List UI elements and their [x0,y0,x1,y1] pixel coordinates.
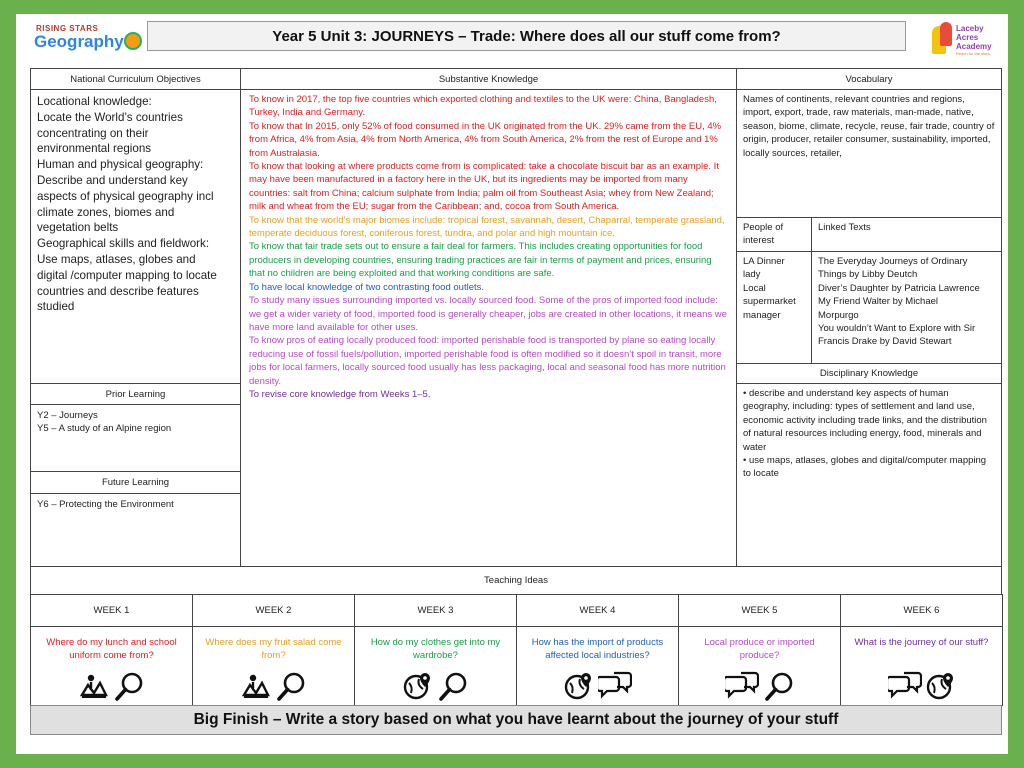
figure-icon [940,22,952,46]
objective-line: Use maps, atlases, globes and [37,252,196,266]
prior-learning-line: Y5 – A study of an Alpine region [37,423,172,435]
map-person-icon [241,671,271,707]
objective-line: environmental regions [37,142,152,156]
future-learning-box [30,493,241,567]
knowledge-header: Substantive Knowledge [240,68,737,90]
knowledge-item: To know in 2017, the top five countries which exported clothing and textiles to the UK were: China, Bangladesh, Turkey, India and Germany. [249,94,717,119]
page-title: Year 5 Unit 3: JOURNEYS – Trade: Where does all our stuff come from? [147,21,906,51]
future-learning-line: Y6 – Protecting the Environment [37,499,174,510]
person-line: lady [743,269,761,281]
magnifier-icon [437,671,469,707]
linked-text-line: Things by Libby Deutch [818,269,918,281]
week-icons [517,671,678,705]
objective-line: Locational knowledge: [37,95,152,108]
globe-icon [124,32,142,50]
week-header: WEEK 1 [30,594,193,627]
linked-text-line: My Friend Walter by Michael [818,296,939,308]
objective-line: aspects of physical geography incl [37,189,214,203]
objectives-box [30,89,241,384]
speech-bubbles-icon [888,671,922,705]
knowledge-item: To know that fair trade sets out to ensure a fair deal for farmers. This includes creating opportunities for food producers in developing countries, ensuring trading practices are fair in terms of payment and prices, ensuring that no children are being exploited and that working conditions are safe. [249,241,712,280]
week-question-text: Local produce or imported produce? [704,637,815,662]
week-question-text: Where do my lunch and school uniform come from? [46,637,177,662]
teaching-ideas-header: Teaching Ideas [30,566,1002,595]
big-finish: Big Finish – Write a story based on what you have learnt about the journey of your stuff [30,705,1002,735]
globe-pin-icon [564,671,594,705]
objective-line: Describe and understand key [37,173,188,187]
person-line: manager [743,309,781,321]
week-header: WEEK 4 [516,594,679,627]
week-icons [355,671,516,707]
objective-line: Human and physical geography: [37,158,204,172]
objective-line: climate zones, biomes and [37,205,175,219]
week-question [30,626,193,706]
week-question [678,626,841,706]
objectives-header: National Curriculum Objectives [30,68,241,90]
prior-learning-line: Y2 – Journeys [37,410,98,421]
week-question-text: Where does my fruit salad come from? [205,637,342,662]
magnifier-icon [113,671,145,707]
future-learning-header: Future Learning [30,471,241,494]
linked-texts-header: Linked Texts [811,217,1002,252]
speech-bubbles-icon [598,671,632,705]
knowledge-item: To know that the world’s major biomes include: tropical forest, savannah, desert, Chaparral, temperate grassland, temperate deciduous forest, coniferous forest, tundra, and polar and high mountain ice. [249,214,725,240]
knowledge-box [240,89,737,567]
person-line: LA Dinner [743,256,785,267]
week-header: WEEK 6 [840,594,1003,627]
vocabulary-header: Vocabulary [736,68,1002,90]
linked-text-line: The Everyday Journeys of Ordinary [818,256,968,267]
knowledge-item: To revise core knowledge from Weeks 1–5. [249,388,431,400]
week-icons [193,671,354,707]
week-header: WEEK 2 [192,594,355,627]
week-icons [841,671,1002,705]
person-line: supermarket [743,296,796,308]
week-question [192,626,355,706]
vocabulary-box: Names of continents, relevant countries and regions, import, export, trade, raw materials, man-made, native, season, biome, climate, recycle, reuse, fair trade, country of origin, producer, retailer consumer, sustainability, imported, locally sources, retailer, [736,89,1002,218]
school-logo: Laceby Acres Academy Reach for the stars [926,20,1006,60]
week-question [840,626,1003,706]
linked-text-line: Francis Drake by David Stewart [818,336,952,348]
map-person-icon [79,671,109,707]
linked-text-line: Diver’s Daughter by Patricia Lawrence [818,282,980,294]
linked-texts-box [811,251,1002,364]
prior-learning-header: Prior Learning [30,383,241,405]
week-header: WEEK 5 [678,594,841,627]
knowledge-item: To study many issues surrounding imported vs. locally sourced food. Some of the pros of imported food include: we get a wider variety of food, imported food is generally cheaper, jobs are created in other locations, it means we have more land available for other uses. [249,295,727,333]
week-icons [31,671,192,707]
week-question-text: What is the journey of our stuff? [854,637,989,648]
objective-line: digital /computer mapping to locate [37,268,217,282]
people-header: People of interest [736,217,812,252]
week-icons [679,671,840,707]
objective-line: concentrating on their [37,126,149,140]
globe-pin-icon [926,671,956,705]
knowledge-item: To know that In 2015, only 52% of food consumed in the UK originated from the UK. 29% came from the EU, 4% from Africa, 4% from Asia, 4% from North America, 4% from South America, 2% from the rest of Europe and 1% from Australasia. [249,120,722,159]
linked-text-line: Morpurgo [818,309,859,321]
knowledge-item: To have local knowledge of two contrasting food outlets. [249,281,485,293]
week-question [354,626,517,706]
speech-bubbles-icon [725,671,759,707]
objective-line: vegetation belts [37,221,119,235]
week-header: WEEK 3 [354,594,517,627]
objective-line: countries and describe features [37,284,199,298]
week-question-text: How has the import of products affected local industries? [531,637,664,662]
objective-line: Locate the World’s countries [37,110,183,124]
globe-pin-icon [403,671,433,707]
knowledge-item: To know that looking at where products come from is complicated: take a chocolate biscuit bar as an example. It may have been manufactured in a factory here in the UK, but its ingredients may be imported from many countries: salt from China; calcium sulphate from India; palm oil from Southeast Asia; whey from New Zealand; milk and wheat from the EU; sugar from the Caribbean; and, cocoa from South America. [249,161,719,213]
planning-sheet [16,14,1008,754]
week-question-text: How do my clothes get into my wardrobe? [370,637,501,662]
people-box [736,251,812,364]
objective-line: studied [37,300,75,314]
knowledge-item: To know pros of eating locally produced food: imported perishable food is transported by plane so eating locally reducing use of fossil fuels/pollution, imported perishable food is often modified so it doesn’t spoil in transit, more jobs for local farmers, locally sourced food usually has less packaging, local and seasonal food has more nutrition density. [249,335,726,387]
disciplinary-header: Disciplinary Knowledge [736,363,1002,384]
week-question [516,626,679,706]
person-line: Local [743,282,766,294]
disciplinary-box: • describe and understand key aspects of human geography, including: types of settlement and land use, economic activity including trade links, and the distribution of natural resources including energy, food, minerals and water • use maps, atlases, globes and digital/computer mapping to locate [736,383,1002,567]
objective-line: Geographical skills and fieldwork: [37,237,210,251]
prior-learning-box [30,404,241,472]
magnifier-icon [275,671,307,707]
rising-stars-logo: RISING STARS Geography [18,18,146,58]
magnifier-icon [763,671,795,707]
linked-text-line: You wouldn’t Want to Explore with Sir [818,323,976,335]
